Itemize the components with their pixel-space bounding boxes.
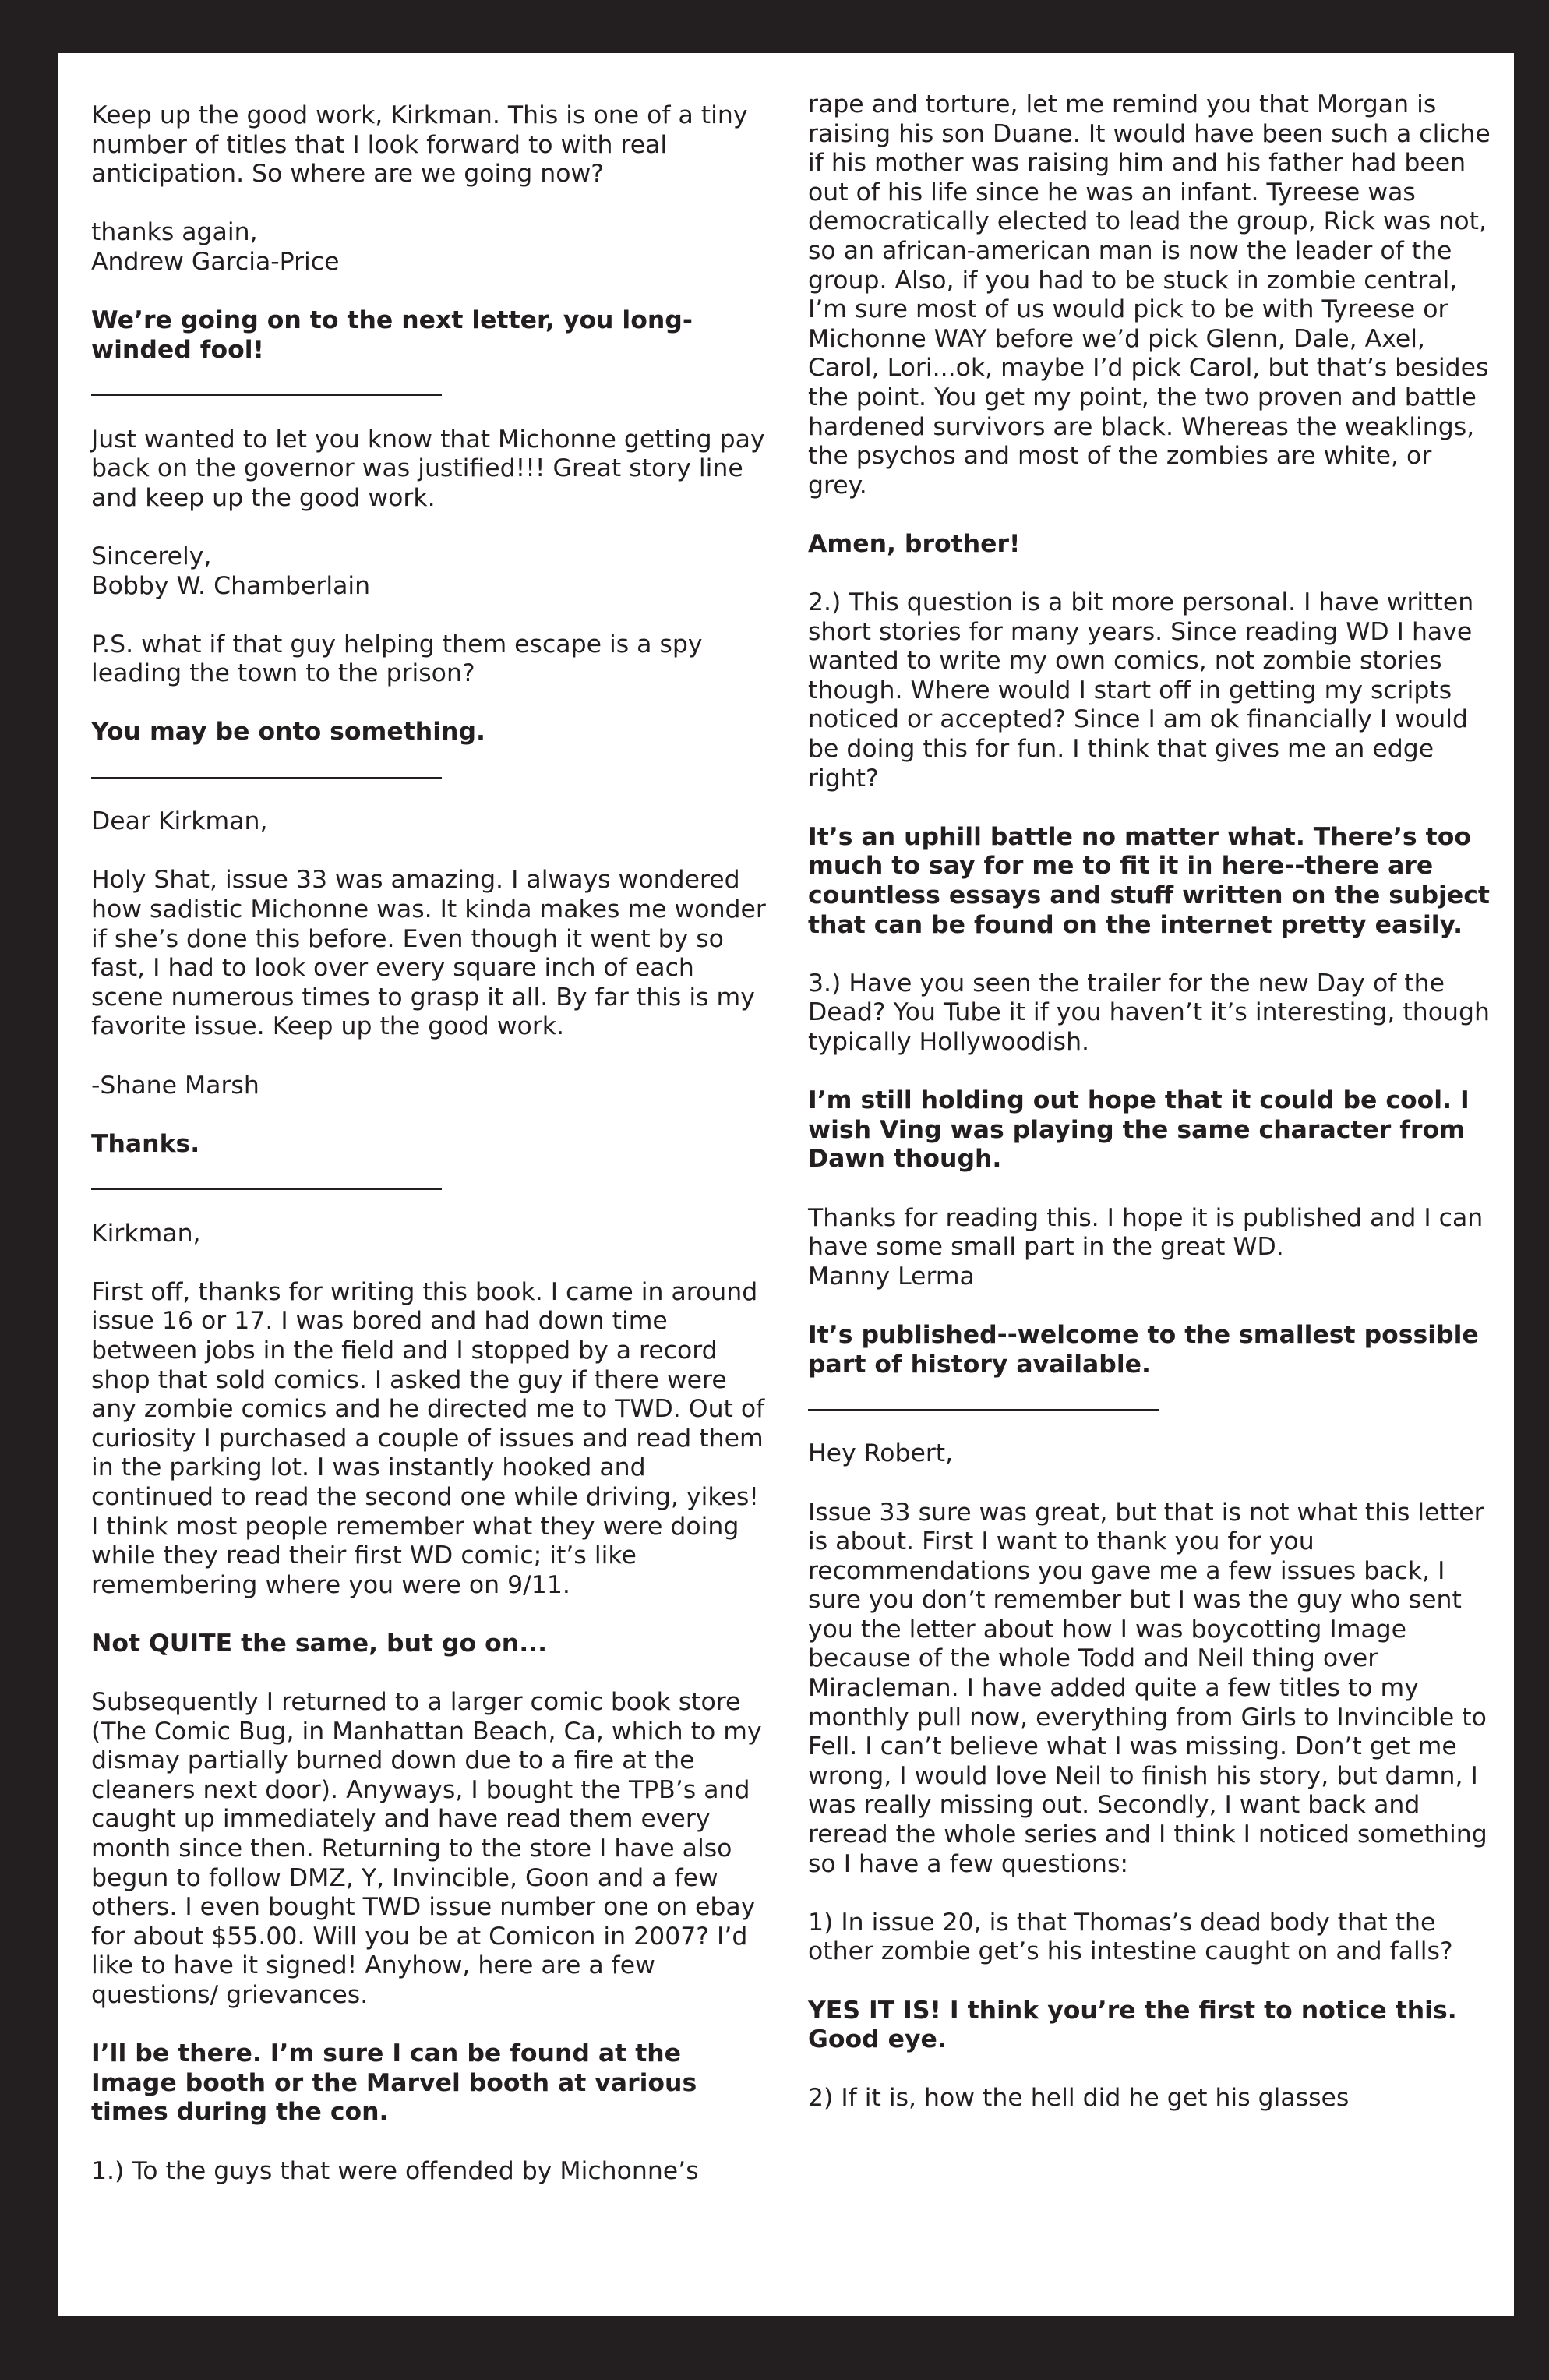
editor-reply: I’m still holding out hope that it could be cool. I wish Ving was playing the same character from Dawn though.	[808, 1086, 1470, 1174]
letter-paragraph: Kirkman,	[91, 1219, 201, 1248]
letter-paragraph: 1.) To the guys that were offended by Michonne’s	[91, 2156, 699, 2185]
letter-paragraph: Dear Kirkman,	[91, 807, 268, 836]
letter-paragraph: Holy Shat, issue 33 was amazing. I always wondered how sadistic Michonne was. It kinda makes me wonder if she’s done this before. Even though it went by so fast, I had to look over every square inch of each scene numerous times to grasp it all. By far this is my favorite issue. Keep up the good work.	[91, 866, 766, 1041]
letter-paragraph: -Shane Marsh	[91, 1071, 259, 1100]
letter-paragraph: Issue 33 sure was great, but that is not what this letter is about. First I want to thank you for you recommendations you gave me a few issues back, I sure you don’t remember but I was the guy who sent you the letter about how I was boycotting Image because of the whole Todd and Neil thing over Miracleman. I have added quite a few titles to my monthly pull now, everything from Girls to Invincible to Fell. I can’t believe what I was missing. Don’t get me wrong, I would love Neil to finish his story, but damn, I was really missing out. Secondly, I want back and reread the whole series and I think I noticed something so I have a few questions:	[808, 1498, 1487, 1878]
letter-paragraph: 1) In issue 20, is that Thomas’s dead body that the other zombie get’s his intestine caught on and falls?	[808, 1908, 1453, 1966]
editor-reply: Amen, brother!	[808, 529, 1021, 558]
letter-paragraph: Subsequently I returned to a larger comic book store (The Comic Bug, in Manhattan Beach, Ca, which to my dismay partially burned down due to a fire at the cleaners next door). Anyways, I bought the TPB’s and caught up immediately and have read them every month since then. Returning to the store I have also begun to follow DMZ, Y, Invincible, Goon and a few others. I even bought TWD issue number one on ebay for about $55.00. Will you be at Comicon in 2007? I’d like to have it signed! Anyhow, here are a few questions/ grievances.	[91, 1688, 762, 2009]
letter-paragraph: 2) If it is, how the hell did he get his glasses	[808, 2084, 1350, 2113]
left-column	[91, 101, 769, 2186]
section-divider	[91, 1188, 442, 1190]
letters-page	[58, 53, 1514, 2316]
letter-paragraph: Hey Robert,	[808, 1439, 954, 1468]
editor-reply: It’s published--welcome to the smallest possible part of history available.	[808, 1320, 1479, 1379]
letter-paragraph: Thanks for reading this. I hope it is published and I can have some small part in the great WD. Manny Lerma	[808, 1203, 1484, 1291]
letter-paragraph: Sincerely, Bobby W. Chamberlain	[91, 542, 371, 600]
section-divider	[91, 394, 442, 396]
editor-reply: We’re going on to the next letter, you long-winded fool!	[91, 306, 693, 364]
letter-paragraph: 2.) This question is a bit more personal. I have written short stories for many years. Since reading WD I have wanted to write my own comics, not zombie stories though. Where would I start off in getting my scripts noticed or accepted? Since I am ok financially I would be doing this for fun. I think that gives me an edge right?	[808, 588, 1474, 793]
editor-reply: Not QUITE the same, but go on...	[91, 1629, 548, 1658]
letter-paragraph: Just wanted to let you know that Michonne getting pay back on the governor was justified!!! Great story line and keep up the good work.	[91, 425, 765, 512]
letter-paragraph: 3.) Have you seen the trailer for the new Day of the Dead? You Tube it if you haven’t it’s interesting, though typically Hollywoodish.	[808, 969, 1490, 1056]
section-divider	[808, 1409, 1159, 1411]
letter-paragraph: First off, thanks for writing this book. I came in around issue 16 or 17. I was bored and had down time between jobs in the field and I stopped by a record shop that sold comics. I asked the guy if there were any zombie comics and he directed me to TWD. Out of curiosity I purchased a couple of issues and read them in the parking lot. I was instantly hooked and continued to read the second one while driving, yikes! I think most people remember what they were doing while they read their first WD comic; it’s like remembering where you were on 9/11.	[91, 1277, 765, 1599]
editor-reply: It’s an uphill battle no matter what. There’s too much to say for me to fit it in here--there are countless essays and stuff written on the subject that can be found on the internet pretty easily.	[808, 822, 1490, 939]
letter-paragraph: P.S. what if that guy helping them escape is a spy leading the town to the prison?	[91, 630, 703, 688]
right-column	[808, 90, 1494, 2113]
section-divider	[91, 777, 442, 779]
editor-reply: Thanks.	[91, 1129, 200, 1158]
letter-paragraph: rape and torture, let me remind you that Morgan is raising his son Duane. It would have been such a cliche if his mother was raising him and his father had been out of his life since he was an infant. Tyreese was democratically elected to lead the group, Rick was not, so an african-american man is now the leader of the group. Also, if you had to be stuck in zombie central, I’m sure most of us would pick to be with Tyreese or Michonne WAY before we’d pick Glenn, Dale, Axel, Carol, Lori...ok, maybe I’d pick Carol, but that’s besides the point. You get my point, the two proven and battle hardened survivors are black. Whereas the weaklings, the psychos and most of the zombies are white, or grey.	[808, 90, 1491, 500]
editor-reply: I’ll be there. I’m sure I can be found at the Image booth or the Marvel booth at various times during the con.	[91, 2039, 697, 2127]
letter-paragraph: thanks again, Andrew Garcia-Price	[91, 218, 340, 276]
editor-reply: You may be onto something.	[91, 718, 485, 747]
editor-reply: YES IT IS! I think you’re the first to notice this. Good eye.	[808, 1996, 1457, 2054]
letter-paragraph: Keep up the good work, Kirkman. This is one of a tiny number of titles that I look forward to with real anticipation. So where are we going now?	[91, 101, 748, 189]
